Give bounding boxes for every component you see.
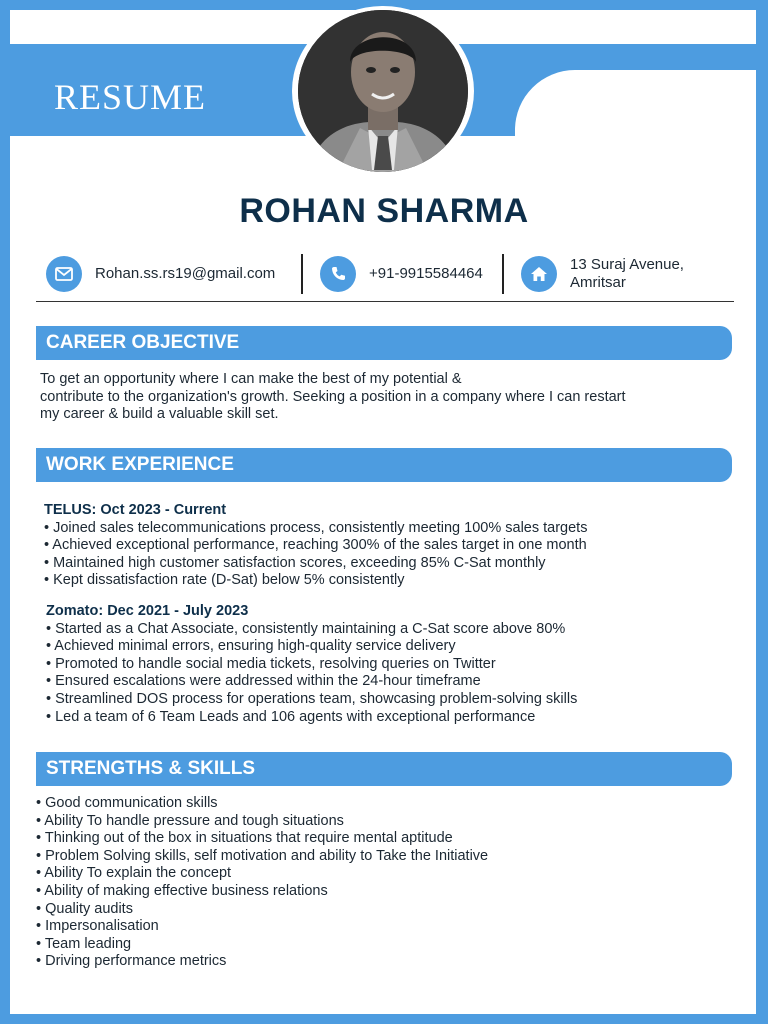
job-bullet: • Maintained high customer satisfaction scores, exceeding 85% C-Sat monthly	[44, 554, 546, 571]
job-bullet: • Joined sales telecommunications process, consistently meeting 100% sales targets	[44, 519, 588, 536]
skill-item: • Ability of making effective business relations	[36, 882, 328, 899]
profile-photo	[298, 10, 468, 172]
objective-line: my career & build a valuable skill set.	[40, 406, 279, 423]
phone-text: +91-9915584464	[369, 265, 483, 282]
skill-item: • Team leading	[36, 935, 132, 952]
skill-item: • Ability To handle pressure and tough situations	[36, 812, 344, 829]
objective-line: To get an opportunity where I can make the best of my potential &	[40, 371, 462, 387]
address-line: 13 Suraj Avenue,	[570, 256, 684, 273]
phone-icon	[320, 256, 356, 292]
contact-address	[521, 254, 684, 294]
job-bullet: • Promoted to handle social media tickets, resolving queries on Twitter	[46, 655, 496, 672]
job-zomato	[46, 603, 726, 726]
job-bullet: • Achieved exceptional performance, reaching 300% of the sales target in one month	[44, 537, 587, 554]
contact-underline	[36, 301, 734, 302]
contact-divider	[301, 254, 303, 294]
job-bullet: • Achieved minimal errors, ensuring high-quality service delivery	[46, 638, 456, 655]
resume-title: RESUME	[54, 77, 207, 117]
skill-item: • Driving performance metrics	[36, 953, 227, 970]
skill-item: • Good communication skills	[36, 795, 218, 811]
contact-divider	[502, 254, 504, 294]
contact-phone	[320, 254, 483, 294]
job-title: Zomato: Dec 2021 - July 2023	[46, 603, 249, 619]
section-heading-career-objective: CAREER OBJECTIVE	[36, 326, 732, 360]
address-line: Amritsar	[570, 274, 626, 291]
section-heading-work-experience: WORK EXPERIENCE	[36, 448, 732, 482]
skill-item: • Quality audits	[36, 900, 133, 917]
skill-item: • Impersonalisation	[36, 918, 159, 935]
home-icon	[521, 256, 557, 292]
contact-email	[46, 254, 275, 294]
job-bullet: • Ensured escalations were addressed within the 24-hour timeframe	[46, 673, 481, 690]
career-objective-text	[40, 371, 700, 424]
job-telus	[44, 502, 724, 590]
job-bullet: • Kept dissatisfaction rate (D-Sat) below 5% consistently	[44, 572, 405, 589]
section-heading-skills: STRENGTHS & SKILLS	[36, 752, 732, 786]
header-notch	[515, 70, 756, 150]
envelope-icon	[46, 256, 82, 292]
email-text: Rohan.ss.rs19@gmail.com	[95, 265, 276, 282]
skills-list	[36, 795, 636, 971]
job-bullet: • Streamlined DOS process for operations team, showcasing problem-solving skills	[46, 690, 578, 707]
job-title: TELUS: Oct 2023 - Current	[44, 502, 227, 518]
skill-item: • Thinking out of the box in situations that require mental aptitude	[36, 830, 453, 847]
objective-line: contribute to the organization's growth. Seeking a position in a company where I can restart	[40, 388, 626, 405]
skill-item: • Problem Solving skills, self motivation and ability to Take the Initiative	[36, 847, 489, 864]
skill-item: • Ability To explain the concept	[36, 865, 232, 882]
job-bullet: • Led a team of 6 Team Leads and 106 agents with exceptional performance	[46, 708, 536, 725]
job-bullet: • Started as a Chat Associate, consistently maintaining a C-Sat score above 80%	[46, 620, 566, 637]
address-text	[570, 256, 684, 292]
candidate-name: ROHAN SHARMA	[239, 192, 529, 230]
